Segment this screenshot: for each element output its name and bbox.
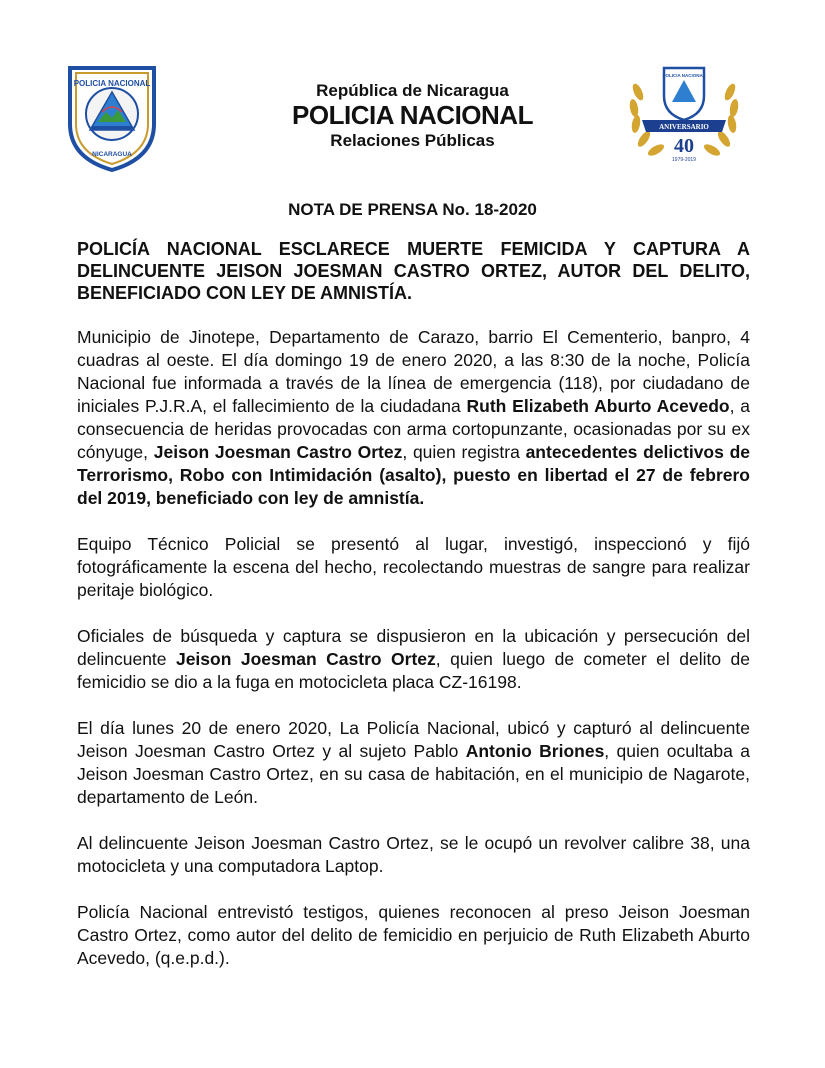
paragraph-4	[77, 717, 750, 809]
paragraph-3-text-1: Oficiales de búsqueda y captura se dispusieron en la ubicación y persecución del delincuente	[77, 626, 750, 669]
paragraph-4-text-1: El día lunes 20 de enero 2020, La Policía Nacional, ubicó y capturó al delincuente Jeison Joesman Castro Ortez y al sujeto Pablo	[77, 718, 750, 761]
header-country: República de Nicaragua	[316, 81, 509, 100]
victim-name: Ruth Elizabeth Aburto Acevedo	[466, 396, 730, 416]
paragraph-4-text-2: , quien ocultaba a Jeison Joesman Castro Ortez, en su casa de habitación, en el municipio de Nagarote, departamento de León.	[77, 741, 750, 807]
suspect-name: Jeison Joesman Castro Ortez	[153, 442, 403, 462]
paragraph-1-text-2: , a consecuencia de heridas provocadas con arma cortopunzante, ocasionadas por su ex cónyuge,	[77, 396, 750, 462]
policia-nacional-shield-logo	[62, 62, 162, 174]
header-title-block	[200, 80, 625, 151]
paragraph-3-text-2: , quien luego de cometer el delito de femicidio se dio a la fuga en motocicleta placa CZ-16198.	[77, 649, 750, 692]
aniversario-40-logo	[624, 62, 744, 167]
accomplice-name: Antonio Briones	[465, 741, 605, 761]
paragraph-3	[77, 625, 750, 694]
paragraph-1-text-3: , quien registra	[402, 442, 526, 462]
header-institution: POLICIA NACIONAL	[292, 100, 533, 130]
logo-left-bottom-text: NICARAGUA	[92, 151, 132, 158]
press-note-body	[77, 238, 750, 993]
criminal-record: antecedentes delictivos de Terrorismo, Robo con Intimidación (asalto), puesto en libertad el 27 de febrero del 2019, beneficiado con ley de amnistía.	[77, 442, 750, 508]
header-department: Relaciones Públicas	[330, 131, 495, 150]
logo-right-banner-text: ANIVERSARIO	[659, 123, 709, 131]
logo-left-top-text: POLICIA NACIONAL	[73, 79, 151, 88]
logo-right-years: 1979-2019	[672, 157, 696, 163]
paragraph-6: Policía Nacional entrevistó testigos, quienes reconocen al preso Jeison Joesman Castro Ortez, como autor del delito de femicidio en perjuicio de Ruth Elizabeth Aburto Acevedo, (q.e.p.d.).	[77, 902, 750, 968]
suspect-name-2: Jeison Joesman Castro Ortez	[175, 649, 436, 669]
paragraph-2: Equipo Técnico Policial se presentó al lugar, investigó, inspeccionó y fijó fotográficamente la escena del hecho, recolectando muestras de sangre para realizar peritaje biológico.	[77, 534, 750, 600]
paragraph-5: Al delincuente Jeison Joesman Castro Ortez, se le ocupó un revolver calibre 38, una motocicleta y una computadora Laptop.	[77, 833, 750, 876]
logo-right-number: 40	[674, 135, 694, 157]
press-headline: POLICÍA NACIONAL ESCLARECE MUERTE FEMICIDA Y CAPTURA A DELINCUENTE JEISON JOESMAN CASTRO ORTEZ, AUTOR DEL DELITO, BENEFICIADO CON LEY DE AMNISTÍA.	[77, 239, 750, 303]
paragraph-1	[77, 326, 750, 510]
logo-right-top-text: POLICIA NACIONAL	[662, 73, 706, 78]
paragraph-1-text-1: Municipio de Jinotepe, Departamento de Carazo, barrio El Cementerio, banpro, 4 cuadras al oeste. El día domingo 19 de enero 2020, a las 8:30 de la noche, Policía Nacional fue informada a través de la línea de emergencia (118), por ciudadano de iniciales P.J.R.A, el fallecimiento de la ciudadana	[77, 327, 750, 416]
press-note-number: NOTA DE PRENSA No. 18-2020	[288, 200, 537, 219]
document-header	[0, 0, 825, 185]
